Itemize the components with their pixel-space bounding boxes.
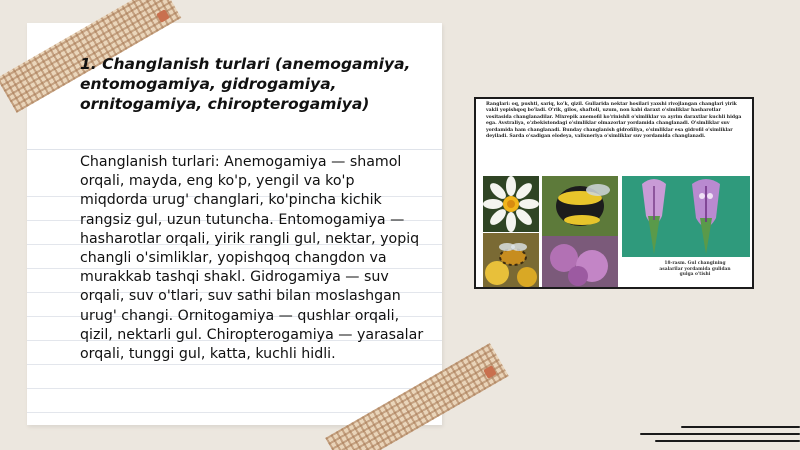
daisy-photo [483,176,539,232]
paper-divider [27,149,442,150]
textbook-figure [474,97,754,289]
figure-text: Ranglari: oq, pushti, sariq, ko'k, qizil. Gullarida nektar hosilari yaxshi rivojlangan changlari yirik vakli yopishqoq bo'ladi. O'rik, gilos, shaftoli, uzum, non kabi daraxt o'simliklar hasharotlar vositasida changlanadilar. Mixrepik anemofil ko'rinishli o'simliklar va ayrim daraxtlar kuchli hidga ega. Avstraliya, o'zbekistondagi o'simliklar olmazorlar yordamida changlanadi. O'simliklar suv yordamida ham changlanadi. Bunday changlanish gidrofiliya, o'simliklar esa gidrofil o'simliklar deyiladi. Sarda o'sadigan elodeya, valisneriya o'simliklar suv yordamida changlanadi. [486,102,742,140]
slide-title: 1. Changlanish turlari (anemogamiya, entomogamiya, gidrogamiya, ornitogamiya, chiropterogamiya) [80,55,411,113]
decorative-line [681,426,800,428]
flower-cross-section-photo [622,176,750,257]
decorative-line [640,433,800,435]
bumblebee-photo [542,176,618,287]
decorative-line [655,440,800,442]
slide-body-text: Changlanish turlari: Anemogamiya — shamol orqali, mayda, eng ko'p, yengil va ko'p miqdorda urug' changlari, ko'pincha kichik rangsiz gul, uzun tutuncha. Entomogamiya — hasharotlar orqali, yirik rangli gul, nektar, yopiq changli o'simliklar, yopishqoq changdon va murakkab tashqi shakl. Gidrogamiya — suv orqali, suv o'tlari, suv sathi bilan moslashgan urug' changi. Ornitogamiya — qushlar orqali, qizil, nektarli gul. Chiropterogamiya — yarasalar orqali, tunggi gul, katta, kuchli hidli. [80,154,424,363]
figure-caption: 18-rasm. Gul changining asalarilar yordamida gulidan gulga o'tishi [659,261,731,278]
honeybee-photo [483,233,539,287]
